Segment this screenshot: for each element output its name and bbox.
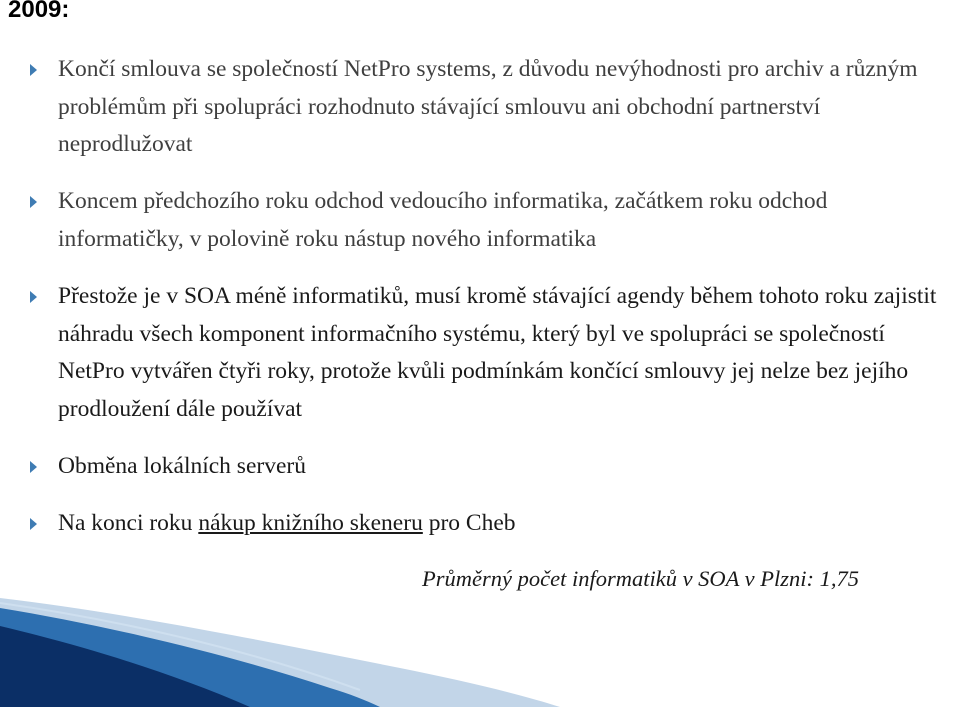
bullet-text: Koncem předchozího roku odchod vedoucího informatika, začátkem roku odchod informatičky, v polovině roku nástup nového informatika <box>58 188 828 252</box>
bullet-text <box>58 505 953 543</box>
bullet-text: Přestože je v SOA méně informatiků, musí kromě stávající agendy během tohoto roku zajistit náhradu všech komponent informačního systému, který byl ve spolupráci se společností NetPro vytvářen čtyři roky, protože kvůli podmínkám končící smlouvy jej nelze bez jejího prodloužení dále používat <box>58 283 937 422</box>
wave-highlight-line <box>0 603 360 690</box>
wave-light-band <box>0 598 560 707</box>
triangle-bullet-icon <box>30 518 37 530</box>
slide-title: 2009: <box>8 0 70 23</box>
average-informaticians-note: Průměrný počet informatiků v SOA v Plzni: 1,75 <box>422 566 860 591</box>
bullet-text-prefix: Na konci roku <box>58 510 199 536</box>
triangle-bullet-icon <box>30 196 37 208</box>
wave-mid-band <box>0 608 380 707</box>
bullet-text-suffix: pro Cheb <box>422 510 516 536</box>
triangle-bullet-icon <box>30 461 37 473</box>
triangle-bullet-icon <box>30 64 37 76</box>
triangle-bullet-icon <box>30 291 37 303</box>
bullet-text: Končí smlouva se společností NetPro systems, z důvodu nevýhodnosti pro archiv a různým problémům při spolupráci rozhodnuto stávající smlouvu ani obchodní partnerství neprodlužovat <box>58 56 918 157</box>
wave-dark-band <box>0 626 250 707</box>
bullet-text: Obměna lokálních serverů <box>58 453 306 479</box>
scanner-purchase-link[interactable]: nákup knižního skeneru <box>198 510 423 536</box>
